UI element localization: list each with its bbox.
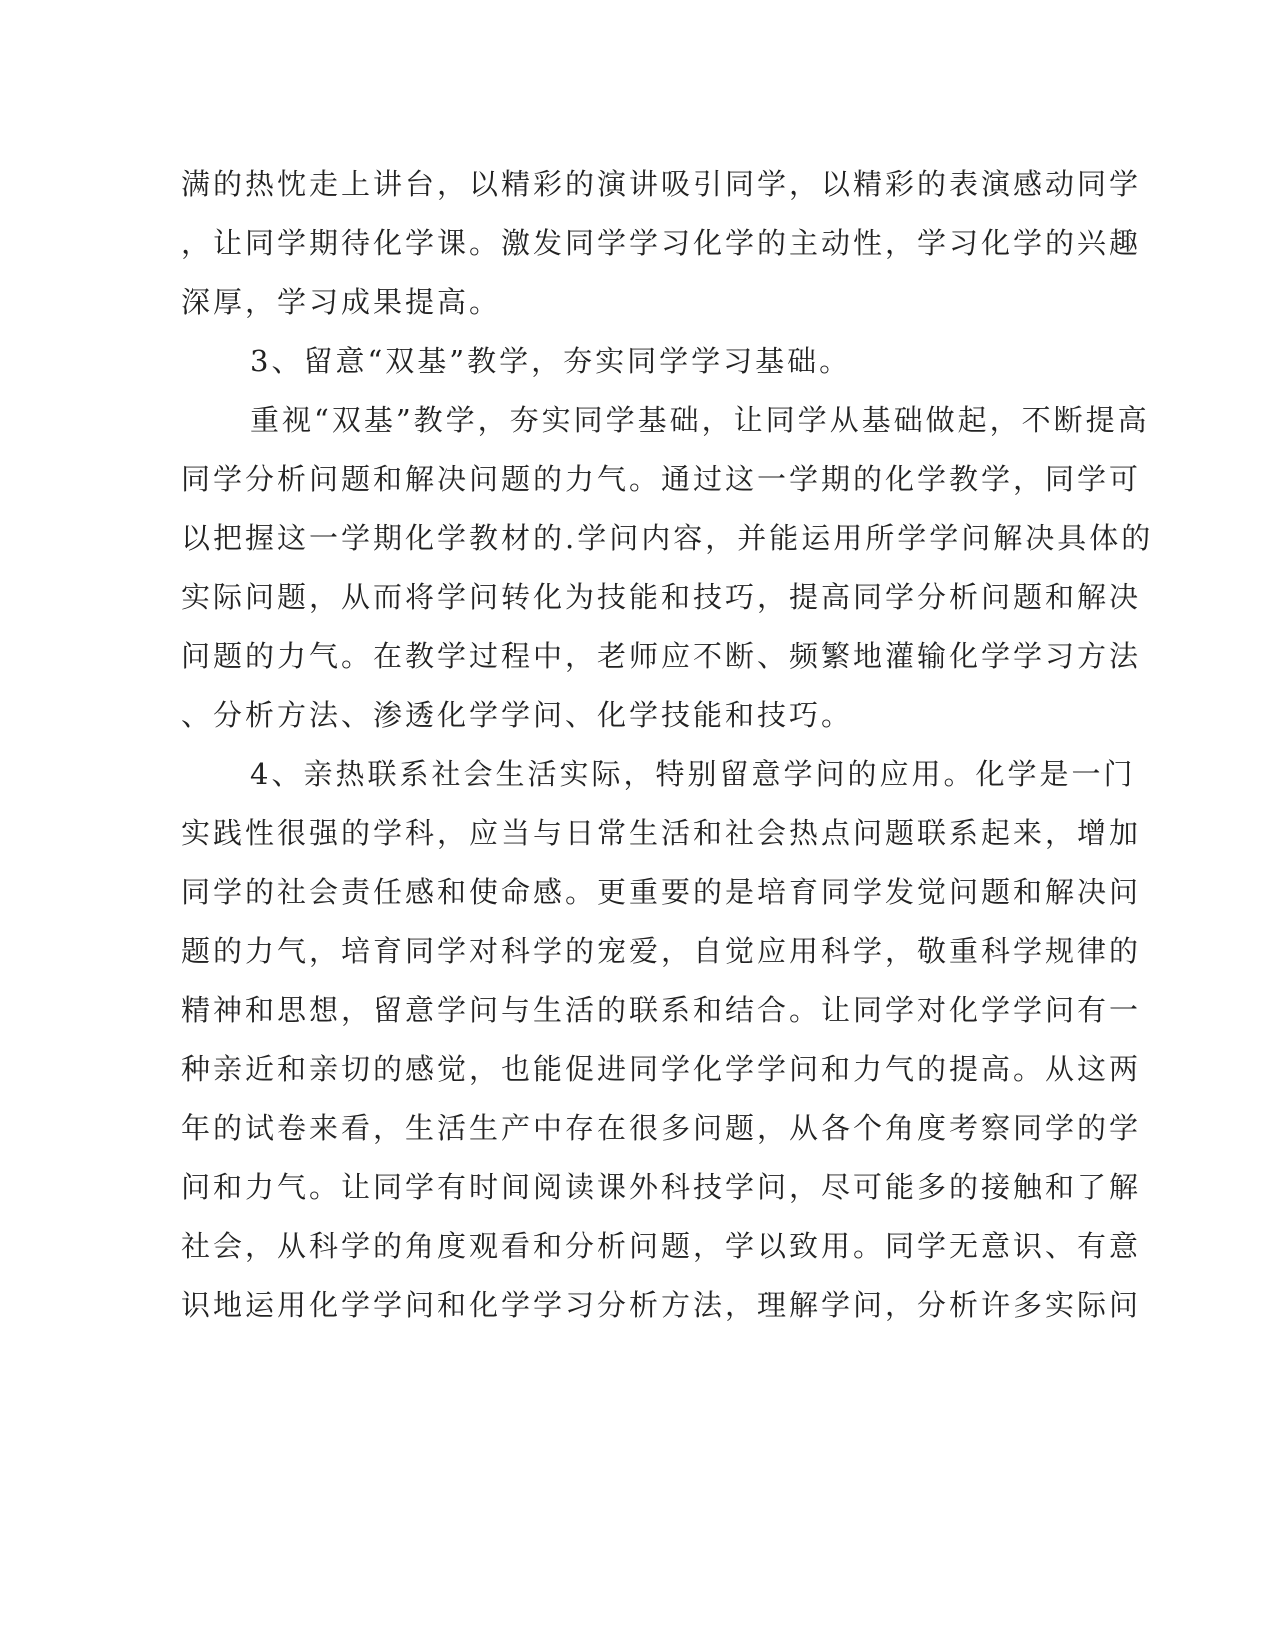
text-line: 满的热忱走上讲台，以精彩的演讲吸引同学，以精彩的表演感动同学 xyxy=(181,167,1142,201)
text-line: 年的试卷来看，生活生产中存在很多问题，从各个角度考察同学的学 xyxy=(181,1111,1142,1145)
text-line: 重视“双基”教学，夯实同学基础，让同学从基础做起，不断提高 xyxy=(250,403,1150,437)
text-line: 实际问题，从而将学问转化为技能和技巧，提高同学分析问题和解决 xyxy=(181,580,1142,614)
text-line: ，让同学期待化学课。激发同学学习化学的主动性，学习化学的兴趣 xyxy=(181,226,1142,260)
text-line: 题的力气，培育同学对科学的宠爱，自觉应用科学，敬重科学规律的 xyxy=(181,934,1142,968)
body-text xyxy=(181,155,1154,1335)
text-line: 社会，从科学的角度观看和分析问题，学以致用。同学无意识、有意 xyxy=(181,1229,1142,1263)
text-line: 问和力气。让同学有时间阅读课外科技学问，尽可能多的接触和了解 xyxy=(181,1170,1142,1204)
text-line: 识地运用化学学问和化学学习分析方法，理解学问，分析许多实际问 xyxy=(181,1288,1142,1322)
text-line: 深厚，学习成果提高。 xyxy=(181,285,502,319)
section-heading-4: 4、亲热联系社会生活实际，特别留意学问的应用。化学是一门 xyxy=(250,757,1136,791)
text-line: 精神和思想，留意学问与生活的联系和结合。让同学对化学学问有一 xyxy=(181,993,1142,1027)
section-heading-3: 3、留意“双基”教学，夯实同学学习基础。 xyxy=(250,344,852,378)
text-line: 以把握这一学期化学教材的.学问内容，并能运用所学学问解决具体的 xyxy=(181,521,1154,555)
text-line: 问题的力气。在教学过程中，老师应不断、频繁地灌输化学学习方法 xyxy=(181,639,1142,673)
text-line: 同学分析问题和解决问题的力气。通过这一学期的化学教学，同学可 xyxy=(181,462,1142,496)
text-line: 实践性很强的学科，应当与日常生活和社会热点问题联系起来，增加 xyxy=(181,816,1142,850)
text-line: 同学的社会责任感和使命感。更重要的是培育同学发觉问题和解决问 xyxy=(181,875,1142,909)
text-line: 种亲近和亲切的感觉，也能促进同学化学学问和力气的提高。从这两 xyxy=(181,1052,1142,1086)
text-line: 、分析方法、渗透化学学问、化学技能和技巧。 xyxy=(181,698,854,732)
